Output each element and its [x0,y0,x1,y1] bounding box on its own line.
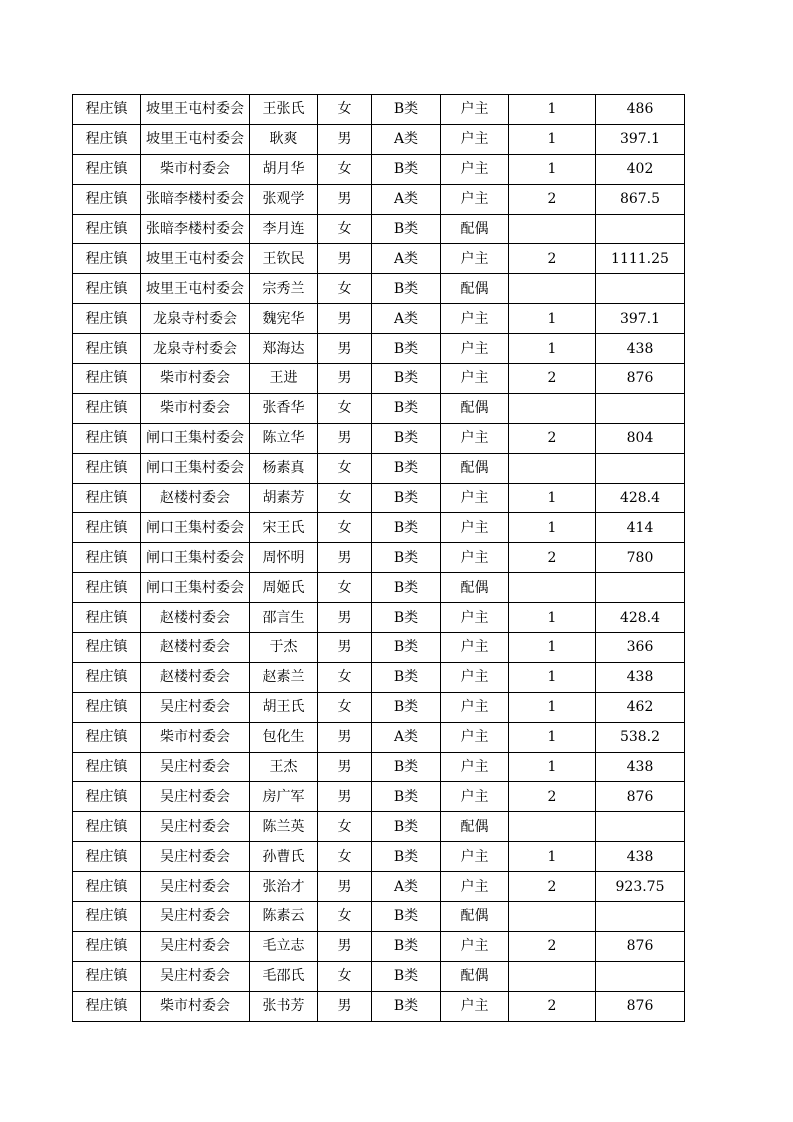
name-cell: 杨素真 [250,453,318,483]
gender-cell: 女 [318,961,372,991]
amount-cell [596,214,685,244]
gender-cell: 男 [318,124,372,154]
relation-cell: 户主 [441,124,509,154]
relation-cell: 户主 [441,991,509,1021]
category-cell: B类 [372,334,441,364]
category-cell: B类 [372,573,441,603]
village-cell: 赵楼村委会 [141,633,250,663]
village-cell: 坡里王屯村委会 [141,274,250,304]
gender-cell: 男 [318,722,372,752]
category-cell: A类 [372,184,441,214]
village-cell: 柴市村委会 [141,364,250,394]
category-cell: B类 [372,543,441,573]
table-row [73,603,685,633]
name-cell: 郑海达 [250,334,318,364]
table-row [73,752,685,782]
category-cell: A类 [372,722,441,752]
town-cell: 程庄镇 [73,573,141,603]
household-size-cell: 1 [509,304,596,334]
gender-cell: 女 [318,573,372,603]
gender-cell: 男 [318,752,372,782]
table-row [73,184,685,214]
relation-cell: 户主 [441,513,509,543]
gender-cell: 女 [318,513,372,543]
name-cell: 张观学 [250,184,318,214]
village-cell: 吴庄村委会 [141,812,250,842]
table-row [73,304,685,334]
category-cell: B类 [372,812,441,842]
table-row [73,244,685,274]
category-cell: B类 [372,991,441,1021]
name-cell: 胡王氏 [250,692,318,722]
table-row [73,95,685,125]
relation-cell: 户主 [441,304,509,334]
village-cell: 吴庄村委会 [141,692,250,722]
village-cell: 吴庄村委会 [141,902,250,932]
amount-cell [596,573,685,603]
amount-cell: 876 [596,931,685,961]
amount-cell: 366 [596,633,685,663]
beneficiary-table [72,94,685,1022]
household-size-cell [509,274,596,304]
category-cell: B类 [372,961,441,991]
table-row [73,633,685,663]
relation-cell: 配偶 [441,453,509,483]
table-row [73,902,685,932]
town-cell: 程庄镇 [73,812,141,842]
amount-cell: 1111.25 [596,244,685,274]
amount-cell: 438 [596,752,685,782]
name-cell: 孙曹氏 [250,842,318,872]
table-row [73,931,685,961]
category-cell: B类 [372,483,441,513]
village-cell: 闸口王集村委会 [141,543,250,573]
gender-cell: 女 [318,393,372,423]
category-cell: B类 [372,842,441,872]
relation-cell: 配偶 [441,812,509,842]
table-row [73,543,685,573]
category-cell: B类 [372,662,441,692]
town-cell: 程庄镇 [73,633,141,663]
relation-cell: 配偶 [441,902,509,932]
table-row [73,483,685,513]
relation-cell: 户主 [441,782,509,812]
amount-cell [596,393,685,423]
town-cell: 程庄镇 [73,95,141,125]
amount-cell: 402 [596,154,685,184]
gender-cell: 男 [318,603,372,633]
amount-cell: 876 [596,991,685,1021]
relation-cell: 配偶 [441,214,509,244]
table-row [73,154,685,184]
household-size-cell: 2 [509,423,596,453]
table-row [73,334,685,364]
gender-cell: 男 [318,334,372,364]
household-size-cell [509,393,596,423]
amount-cell: 876 [596,782,685,812]
household-size-cell [509,214,596,244]
category-cell: B类 [372,692,441,722]
gender-cell: 女 [318,812,372,842]
amount-cell [596,961,685,991]
household-size-cell [509,573,596,603]
name-cell: 王进 [250,364,318,394]
amount-cell: 867.5 [596,184,685,214]
household-size-cell: 2 [509,782,596,812]
household-size-cell: 1 [509,124,596,154]
name-cell: 于杰 [250,633,318,663]
household-size-cell: 2 [509,991,596,1021]
household-size-cell: 2 [509,364,596,394]
amount-cell [596,274,685,304]
amount-cell [596,812,685,842]
gender-cell: 男 [318,872,372,902]
village-cell: 张暗李楼村委会 [141,184,250,214]
name-cell: 宗秀兰 [250,274,318,304]
town-cell: 程庄镇 [73,513,141,543]
village-cell: 吴庄村委会 [141,872,250,902]
gender-cell: 男 [318,364,372,394]
household-size-cell: 1 [509,662,596,692]
relation-cell: 户主 [441,752,509,782]
category-cell: B类 [372,752,441,782]
household-size-cell: 1 [509,722,596,752]
name-cell: 毛立志 [250,931,318,961]
village-cell: 坡里王屯村委会 [141,95,250,125]
gender-cell: 女 [318,95,372,125]
household-size-cell [509,812,596,842]
gender-cell: 女 [318,902,372,932]
table-body [73,95,685,1022]
name-cell: 张书芳 [250,991,318,1021]
amount-cell: 876 [596,364,685,394]
village-cell: 闸口王集村委会 [141,453,250,483]
household-size-cell: 1 [509,95,596,125]
amount-cell: 486 [596,95,685,125]
village-cell: 闸口王集村委会 [141,573,250,603]
relation-cell: 户主 [441,722,509,752]
table-row [73,274,685,304]
village-cell: 赵楼村委会 [141,603,250,633]
household-size-cell: 1 [509,752,596,782]
village-cell: 闸口王集村委会 [141,423,250,453]
gender-cell: 男 [318,304,372,334]
village-cell: 吴庄村委会 [141,842,250,872]
relation-cell: 户主 [441,95,509,125]
town-cell: 程庄镇 [73,124,141,154]
name-cell: 包化生 [250,722,318,752]
amount-cell: 462 [596,692,685,722]
gender-cell: 男 [318,184,372,214]
table-row [73,692,685,722]
relation-cell: 户主 [441,184,509,214]
name-cell: 毛邵氏 [250,961,318,991]
name-cell: 胡月华 [250,154,318,184]
amount-cell: 438 [596,662,685,692]
town-cell: 程庄镇 [73,752,141,782]
relation-cell: 配偶 [441,274,509,304]
amount-cell: 538.2 [596,722,685,752]
household-size-cell: 2 [509,931,596,961]
relation-cell: 户主 [441,364,509,394]
town-cell: 程庄镇 [73,991,141,1021]
town-cell: 程庄镇 [73,453,141,483]
relation-cell: 户主 [441,662,509,692]
name-cell: 周姬氏 [250,573,318,603]
name-cell: 王张氏 [250,95,318,125]
name-cell: 李月连 [250,214,318,244]
village-cell: 赵楼村委会 [141,662,250,692]
name-cell: 王钦民 [250,244,318,274]
document-page [72,94,684,1022]
village-cell: 坡里王屯村委会 [141,124,250,154]
category-cell: A类 [372,124,441,154]
name-cell: 赵素兰 [250,662,318,692]
category-cell: B类 [372,95,441,125]
town-cell: 程庄镇 [73,334,141,364]
amount-cell: 414 [596,513,685,543]
village-cell: 闸口王集村委会 [141,513,250,543]
category-cell: B类 [372,274,441,304]
town-cell: 程庄镇 [73,722,141,752]
relation-cell: 户主 [441,483,509,513]
relation-cell: 户主 [441,423,509,453]
gender-cell: 女 [318,692,372,722]
gender-cell: 男 [318,633,372,663]
gender-cell: 女 [318,453,372,483]
relation-cell: 户主 [441,872,509,902]
name-cell: 王杰 [250,752,318,782]
category-cell: B类 [372,453,441,483]
village-cell: 吴庄村委会 [141,961,250,991]
town-cell: 程庄镇 [73,154,141,184]
gender-cell: 男 [318,244,372,274]
category-cell: A类 [372,304,441,334]
name-cell: 陈素云 [250,902,318,932]
gender-cell: 男 [318,931,372,961]
household-size-cell [509,961,596,991]
household-size-cell [509,902,596,932]
category-cell: B类 [372,423,441,453]
town-cell: 程庄镇 [73,184,141,214]
household-size-cell: 2 [509,543,596,573]
village-cell: 赵楼村委会 [141,483,250,513]
town-cell: 程庄镇 [73,842,141,872]
category-cell: B类 [372,364,441,394]
category-cell: B类 [372,902,441,932]
relation-cell: 户主 [441,154,509,184]
gender-cell: 女 [318,483,372,513]
amount-cell [596,902,685,932]
table-row [73,961,685,991]
table-row [73,991,685,1021]
table-row [73,662,685,692]
town-cell: 程庄镇 [73,304,141,334]
category-cell: B类 [372,393,441,423]
town-cell: 程庄镇 [73,692,141,722]
table-row [73,842,685,872]
gender-cell: 男 [318,991,372,1021]
town-cell: 程庄镇 [73,543,141,573]
village-cell: 坡里王屯村委会 [141,244,250,274]
table-row [73,513,685,543]
table-row [73,364,685,394]
town-cell: 程庄镇 [73,214,141,244]
name-cell: 胡素芳 [250,483,318,513]
town-cell: 程庄镇 [73,872,141,902]
name-cell: 房广军 [250,782,318,812]
amount-cell: 397.1 [596,124,685,154]
category-cell: A类 [372,872,441,902]
household-size-cell: 2 [509,244,596,274]
town-cell: 程庄镇 [73,364,141,394]
table-row [73,453,685,483]
name-cell: 宋王氏 [250,513,318,543]
household-size-cell: 1 [509,483,596,513]
relation-cell: 配偶 [441,961,509,991]
village-cell: 柴市村委会 [141,991,250,1021]
category-cell: B类 [372,214,441,244]
amount-cell: 780 [596,543,685,573]
household-size-cell: 1 [509,692,596,722]
name-cell: 耿爽 [250,124,318,154]
relation-cell: 户主 [441,543,509,573]
village-cell: 张暗李楼村委会 [141,214,250,244]
household-size-cell: 1 [509,603,596,633]
town-cell: 程庄镇 [73,902,141,932]
category-cell: A类 [372,244,441,274]
household-size-cell: 1 [509,513,596,543]
name-cell: 陈立华 [250,423,318,453]
amount-cell: 438 [596,334,685,364]
village-cell: 柴市村委会 [141,393,250,423]
name-cell: 周怀明 [250,543,318,573]
town-cell: 程庄镇 [73,931,141,961]
town-cell: 程庄镇 [73,274,141,304]
amount-cell: 804 [596,423,685,453]
household-size-cell: 1 [509,842,596,872]
village-cell: 吴庄村委会 [141,931,250,961]
category-cell: B类 [372,603,441,633]
village-cell: 柴市村委会 [141,154,250,184]
name-cell: 邵言生 [250,603,318,633]
category-cell: B类 [372,782,441,812]
amount-cell [596,453,685,483]
household-size-cell [509,453,596,483]
town-cell: 程庄镇 [73,603,141,633]
relation-cell: 户主 [441,842,509,872]
relation-cell: 配偶 [441,573,509,603]
village-cell: 龙泉寺村委会 [141,304,250,334]
name-cell: 张香华 [250,393,318,423]
name-cell: 张治才 [250,872,318,902]
category-cell: B类 [372,931,441,961]
gender-cell: 女 [318,214,372,244]
amount-cell: 428.4 [596,483,685,513]
town-cell: 程庄镇 [73,782,141,812]
table-row [73,722,685,752]
relation-cell: 户主 [441,603,509,633]
gender-cell: 女 [318,842,372,872]
relation-cell: 户主 [441,692,509,722]
household-size-cell: 1 [509,334,596,364]
gender-cell: 男 [318,782,372,812]
village-cell: 吴庄村委会 [141,752,250,782]
table-row [73,782,685,812]
gender-cell: 女 [318,154,372,184]
household-size-cell: 2 [509,872,596,902]
name-cell: 陈兰英 [250,812,318,842]
town-cell: 程庄镇 [73,423,141,453]
relation-cell: 户主 [441,334,509,364]
household-size-cell: 2 [509,184,596,214]
town-cell: 程庄镇 [73,961,141,991]
village-cell: 柴市村委会 [141,722,250,752]
name-cell: 魏宪华 [250,304,318,334]
category-cell: B类 [372,154,441,184]
gender-cell: 女 [318,274,372,304]
table-row [73,812,685,842]
household-size-cell: 1 [509,633,596,663]
relation-cell: 配偶 [441,393,509,423]
gender-cell: 男 [318,543,372,573]
category-cell: B类 [372,633,441,663]
amount-cell: 397.1 [596,304,685,334]
amount-cell: 438 [596,842,685,872]
relation-cell: 户主 [441,931,509,961]
town-cell: 程庄镇 [73,662,141,692]
relation-cell: 户主 [441,244,509,274]
amount-cell: 923.75 [596,872,685,902]
table-row [73,393,685,423]
table-row [73,573,685,603]
table-row [73,872,685,902]
village-cell: 吴庄村委会 [141,782,250,812]
relation-cell: 户主 [441,633,509,663]
amount-cell: 428.4 [596,603,685,633]
town-cell: 程庄镇 [73,393,141,423]
town-cell: 程庄镇 [73,483,141,513]
household-size-cell: 1 [509,154,596,184]
table-row [73,423,685,453]
gender-cell: 男 [318,423,372,453]
village-cell: 龙泉寺村委会 [141,334,250,364]
table-row [73,214,685,244]
category-cell: B类 [372,513,441,543]
table-row [73,124,685,154]
town-cell: 程庄镇 [73,244,141,274]
gender-cell: 女 [318,662,372,692]
